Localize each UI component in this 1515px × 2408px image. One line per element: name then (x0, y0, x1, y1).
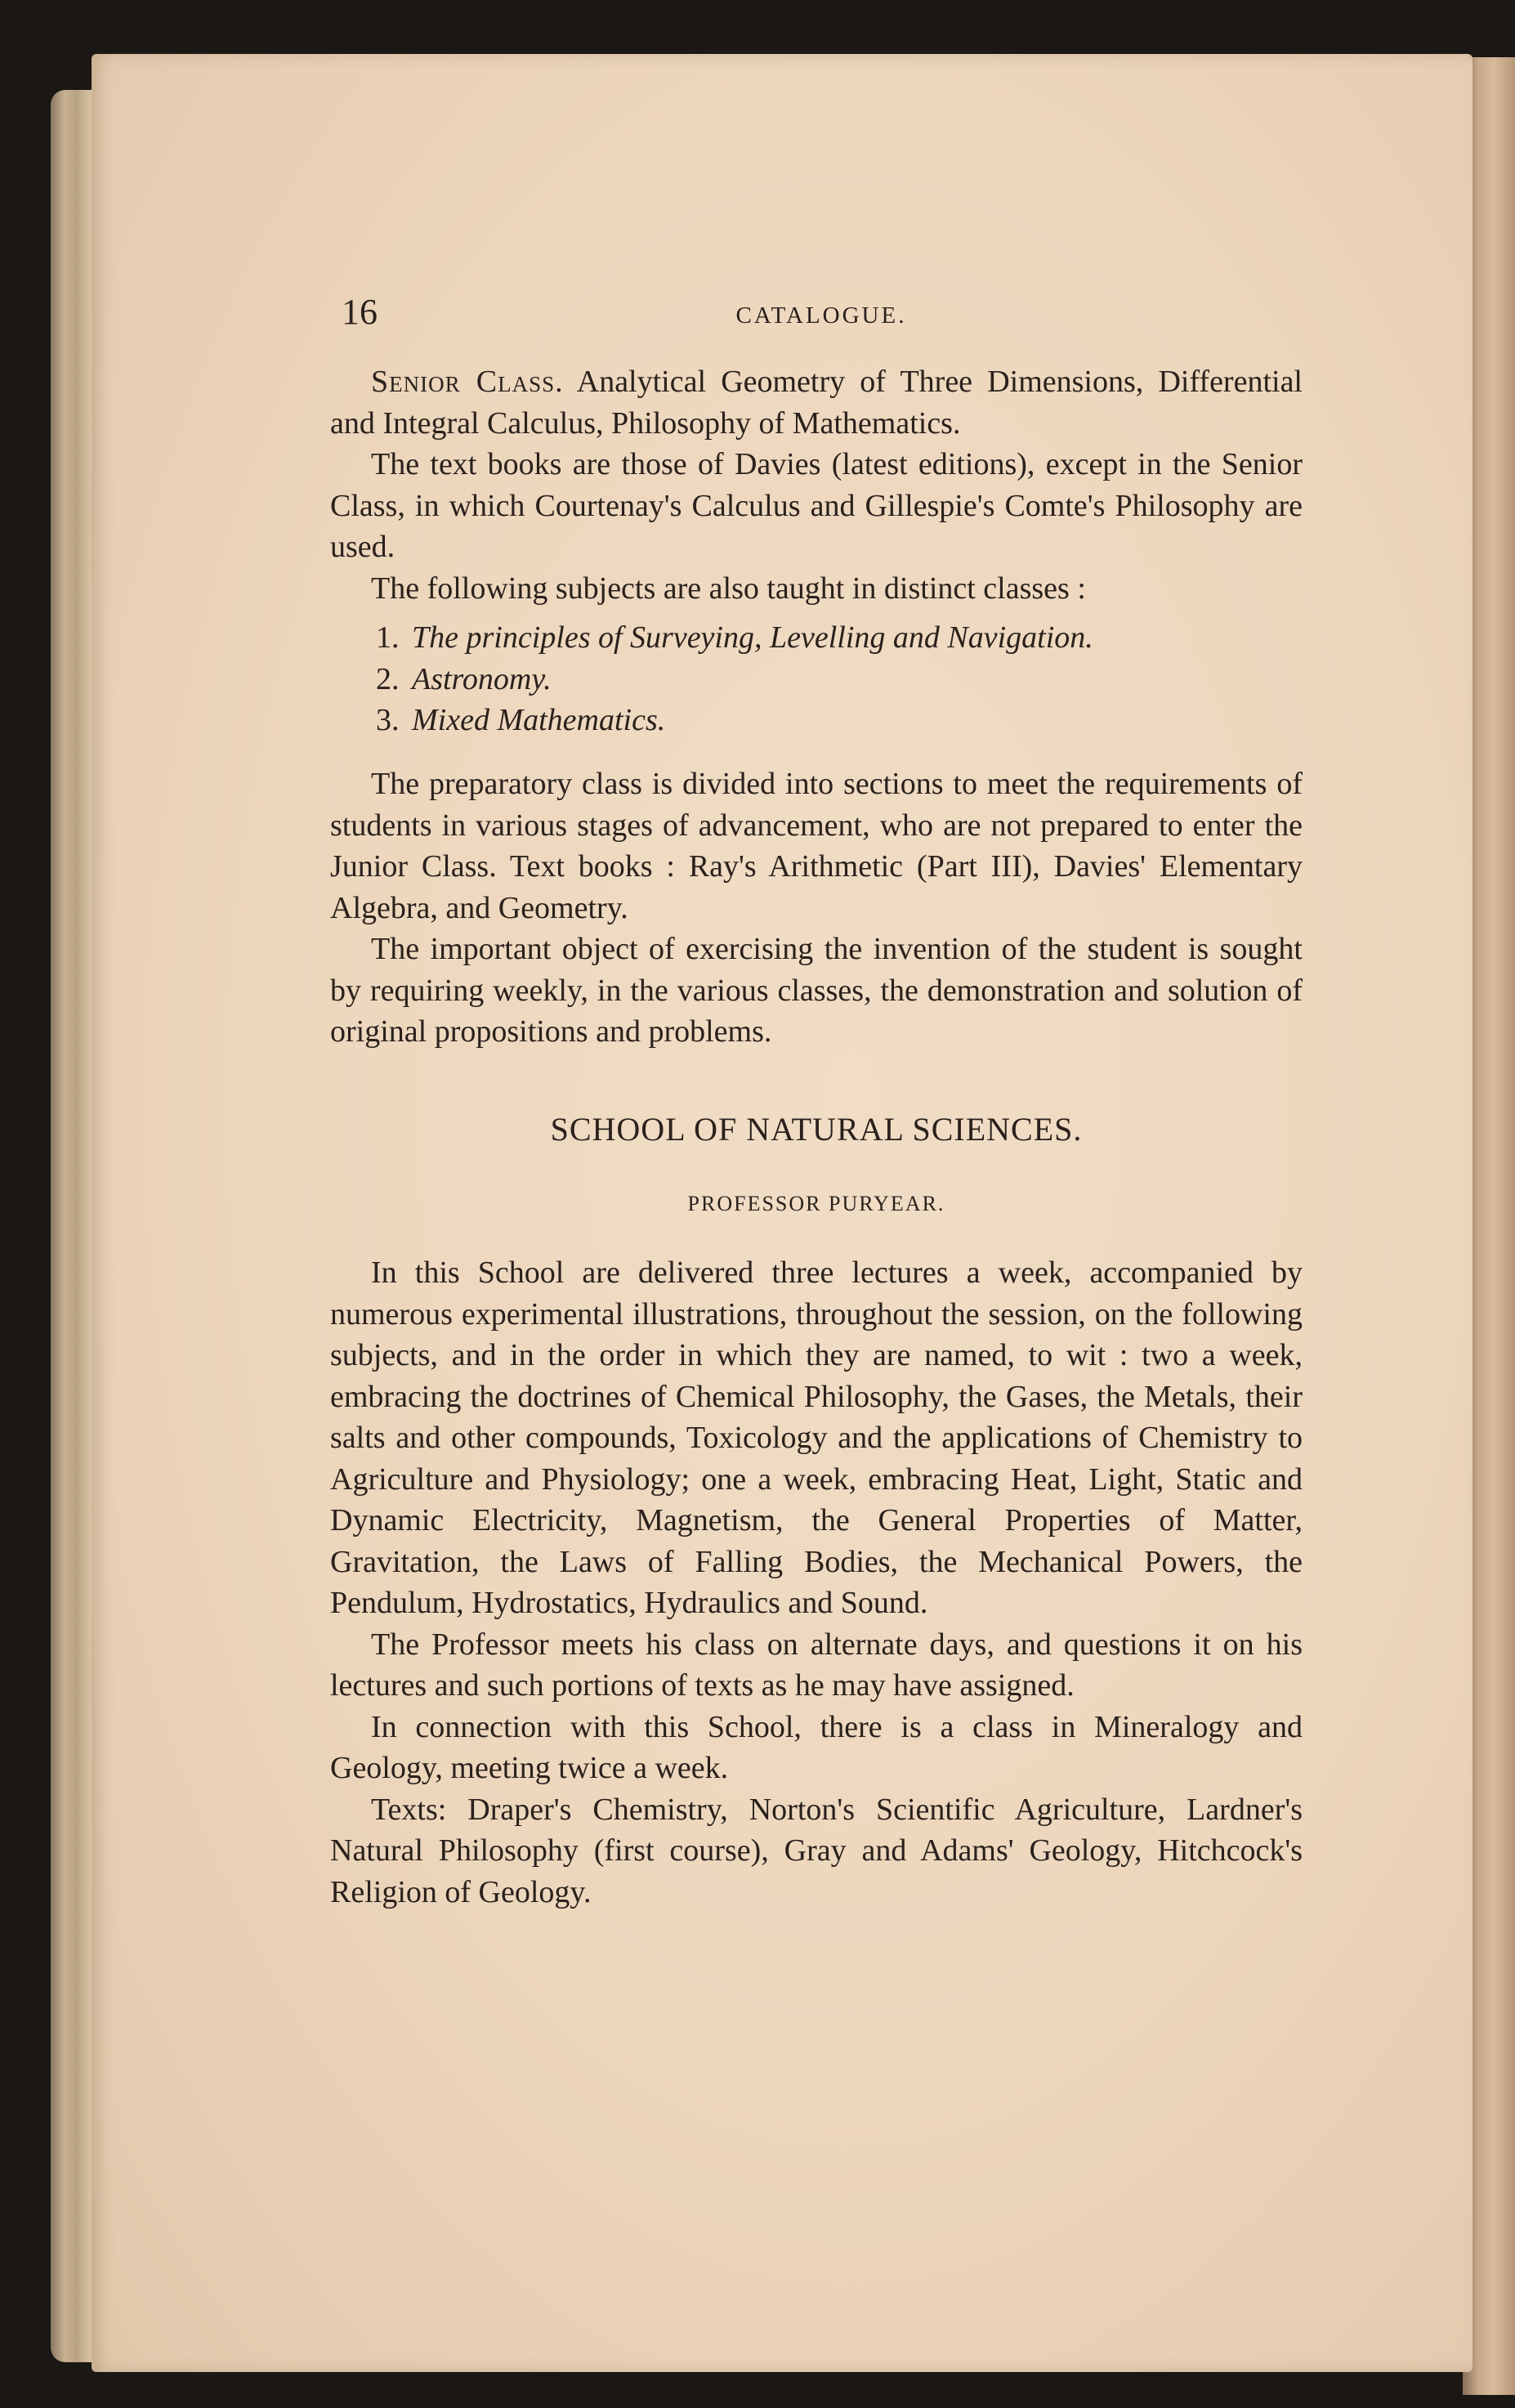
school-title: SCHOOL OF NATURAL SCIENCES. (550, 1111, 1083, 1148)
list-item (330, 700, 1303, 741)
subjects-list (330, 617, 1303, 741)
page-number: 16 (342, 292, 378, 332)
preparatory-section (330, 763, 1303, 1053)
text-books-paragraph: The text books are those of Davies (latest editions), except in the Senior Class, in which Courtenay's Calculus and Gillespie's Comte's Philosophy are used. (330, 447, 1303, 564)
texts-paragraph: Texts: Draper's Chemistry, Norton's Scientific Agriculture, Lardner's Natural Philosophy (first course), Gray and Adams' Geology, Hitchcock's Religion of Geology. (330, 1792, 1303, 1909)
list-label: Astronomy. (412, 661, 552, 696)
list-label: The principles of Surveying, Levelling and Navigation. (412, 620, 1093, 655)
list-number: 3. (376, 703, 400, 737)
senior-class-paragraph (330, 361, 1303, 444)
page-header (342, 291, 1301, 340)
following-subjects-paragraph: The following subjects are also taught in distinct classes : (371, 571, 1086, 606)
mathematics-section (330, 361, 1303, 741)
list-number: 1. (376, 620, 400, 655)
important-object-paragraph: The important object of exercising the invention of the student is sought by requiring weekly, in the various classes, the demonstration and solution of original propositions and problems. (330, 932, 1303, 1049)
list-number: 2. (376, 661, 400, 696)
list-item (330, 659, 1303, 700)
preparatory-paragraph: The preparatory class is divided into sections to meet the requirements of students in various stages of advancement, who are not prepared to enter the Junior Class. Text books : Ray's Arithmetic (Part III), Davies' Elementary Algebra, and Geometry. (330, 767, 1303, 925)
professor-meets-paragraph: The Professor meets his class on alternate days, and questions it on his lectures and such portions of texts as he may have assigned. (330, 1627, 1303, 1703)
natural-sciences-section (330, 1252, 1303, 1913)
list-label: Mixed Mathematics. (412, 703, 666, 737)
senior-class-text: Analytical Geometry of Three Dimensions, Differential and Integral Calculus, Philosophy of Mathematics. (330, 365, 1303, 441)
professor-name: PROFESSOR PURYEAR. (687, 1192, 945, 1215)
senior-class-label: Senior Class. (371, 365, 564, 399)
running-head: CATALOGUE. (735, 302, 907, 329)
mineralogy-paragraph: In connection with this School, there is a class in Mineralogy and Geology, meeting twice a week. (330, 1709, 1303, 1785)
list-item (330, 617, 1303, 659)
lectures-paragraph: In this School are delivered three lectures a week, accompanied by numerous experimental illustrations, throughout the session, on the following subjects, and in the order in which they are named, to wit : two a week, embracing the doctrines of Chemical Philosophy, the Gases, the Metals, their salts and other compounds, Toxicology and the applications of Chemistry to Agriculture and Physiology; one a week, embracing Heat, Light, Static and Dynamic Electricity, Magnetism, the General Properties of Matter, Gravitation, the Laws of Falling Bodies, the Mechanical Powers, the Pendulum, Hydrostatics, Hydraulics and Sound. (330, 1255, 1303, 1620)
